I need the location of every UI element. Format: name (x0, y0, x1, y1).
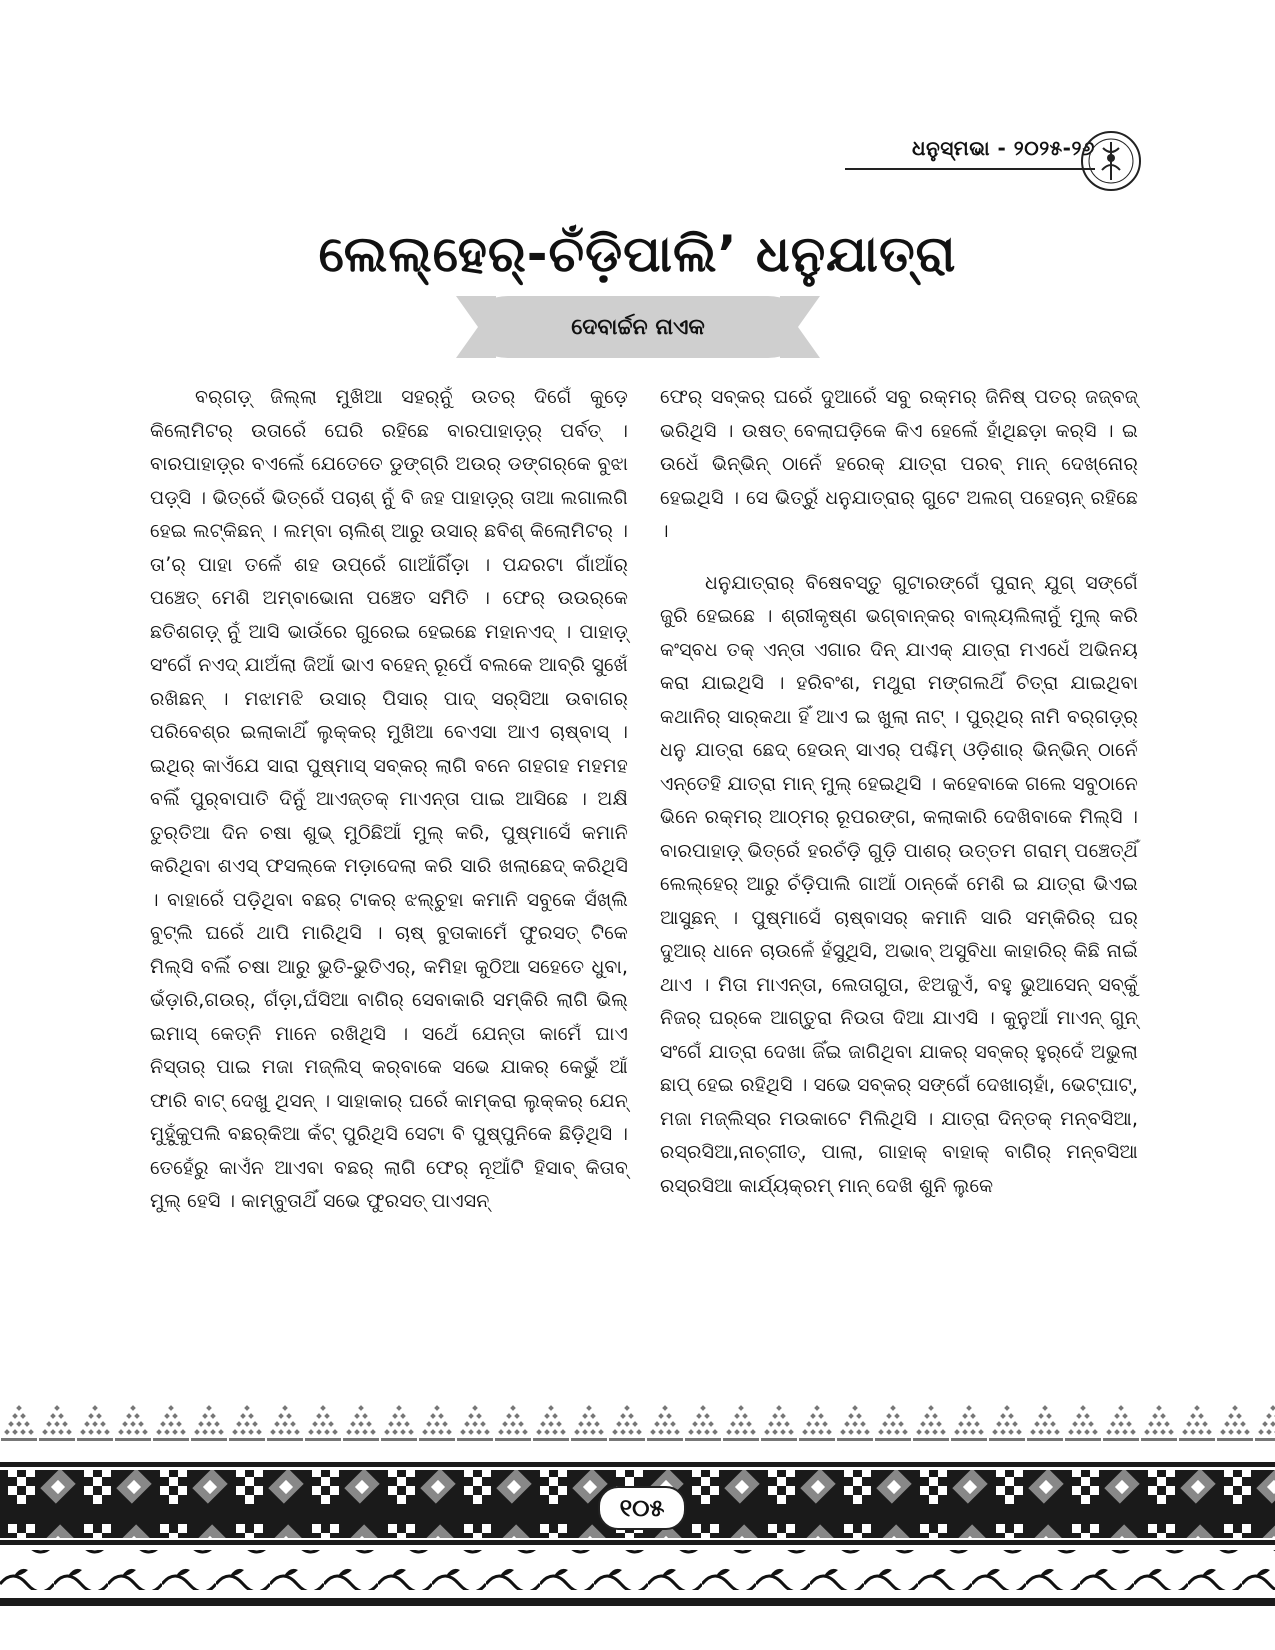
header-rule (845, 168, 1095, 170)
paragraph: ଧନୁଯାତ୍‌ରାର୍‌ ବିଷେବସ୍ତୁ ଗୁଟାରଙ୍ଗେଁ ପୁରାନ୍‌ ଯୁଗ୍‌ ସଙ୍ଗେଁ ଜୁରି ହେଇଛେ । ଶ୍ରୀକୃଷ୍ଣ ଭଗ୍‌ବାନ୍‌କର୍‌ ବାଲ୍ୟଲିଲାନୁଁ ମୁଲ୍‌ କରି କଂସ୍‌ବଧ ତକ୍‌ ଏନ୍ତା ଏଗାର ଦିନ୍‌ ଯାଏକ୍‌ ଯାତ୍‌ରା ମଏଧେଁ ଅଭିନୟ କରା ଯାଇଥିସି । ହରିବଂଶ, ମଥୁରା ମଙ୍ଗଲଥିଁ ଚିତ୍‌ରା ଯାଇଥିବା କଥାନିର୍‌ ସାର୍‌କଥା ହିଁ ଆଏ ଇ ଖୁଲା ନାଟ୍‌ । ପୁର୍‌ଥିର୍‌ ନାମି ବର୍‌ଗଡ଼୍‌ର୍‌ ଧନୁ ଯାତ୍‌ରା ଛେଦ୍‌ ହେଉନ୍‌ ସାଏର୍‌ ପଶ୍ଚିମ୍‌ ଓଡ଼ିଶାର୍‌ ଭିନ୍‌ଭିନ୍‌ ଠାନେଁ ଏନ୍ତେହି ଯାତ୍‌ରା ମାନ୍‌ ମୁଲ୍‌ ହେଇଥିସି । କହେବାକେ ଗଲେ ସବୁଠାନେ ଭିନେ ରକ୍‌ମର୍‌ ଆଠ୍‌ମର୍‌ ରୂପରଙ୍ଗ, କଲାକାରି ଦେଖିବାକେ ମିଲ୍‌ସି । ବାରପାହାଡ଼୍‌ ଭିତ୍‌ରେଁ ହରଚଁଡ଼ି ଗୁଡ଼ି ପାଶର୍‌ ଉତ୍ତମ ଗରାମ୍‌ ପଞ୍ଚେତ୍‌ଥିଁ ଲେଲ୍‌ହେର୍‌ ଆରୁ ଚଁଡ଼ିପାଲି ଗାଆଁ ଠାନ୍‌କେଁ ମେଶି ଇ ଯାତ୍‌ରା ଭିଏଇ ଆସୁଛନ୍‌ । ପୁଷ୍‌ମାସେଁ ଚାଷ୍‌ବାସର୍‌ କମାନି ସାରି ସମ୍‌କିରିର୍‌ ଘର୍‌ ଦୁଆର୍‌ ଧାନେ ଚାଉଳେଁ ହଁସୁଥିସି, ଅଭାବ୍‌ ଅସୁବିଧା କାହାରିର୍‌ କିଛି ନାଇଁ ଥାଏ । ମିତା ମାଏନ୍‌ତା, ଲେତାଗୁତା, ଝିଅଜୁଏଁ, ବହୁ ଭୁଆସେନ୍‌ ସବ୍‌କୁଁ ନିଜର୍‌ ଘର୍‌କେ ଆଗ୍‌ତୁରା ନିଉତା ଦିଆ ଯାଏସି । କୁନୁଆଁ ମାଏନ୍‌ ଗୁନ୍‌ ସଂଗେଁ ଯାତ୍‌ରା ଦେଖା ଜିଁଇ ଜାଗିଥିବା ଯାକର୍‌ ସବ୍‌କର୍‌ ହୁର୍‌ଦେଁ ଅଭୁଲା ଛାପ୍‌ ହେଇ ରହିଥିସି । ସଭେ ସବ୍‌କର୍‌ ସଙ୍ଗେଁ ଦେଖାଚାହାଁ, ଭେଟ୍‌ଘାଟ୍‌, ମଜା ମଜ୍‌ଲିସ୍‌ର ମଉକାଟେ ମିଲିଥିସି । ଯାତ୍‌ରା ଦିନ୍‌ତକ୍‌ ମନ୍‌ବସିଆ, ରସ୍‌ରସିଆ,ନାଚ୍‌ଗୀତ୍‌, ପାଲା, ଗାହାକ୍‌ ବାହାକ୍‌ ବାଗିର୍‌ ମନ୍‌ବସିଆ ରସ୍‌ରସିଆ କାର୍ଯ୍ୟକ୍ରମ୍‌ ମାନ୍‌ ଦେଖି ଶୁନି ଲୁକେ (660, 570, 1138, 1197)
author-name: ଦେବାର୍ଚ୍ଚନ ନାଏକ (571, 314, 705, 340)
running-header: ଧନୁସ୍ମଭା - ୨୦୨୫-୨୬ (911, 136, 1095, 160)
page-number: ୧୦୫ (598, 1486, 686, 1530)
article-title: ଲେଲ୍‌ହେର୍‌-ଚଁଡ଼ିପାଲି’ ଧନୁଯାତ୍‌ରା (318, 225, 957, 283)
right-column (660, 380, 1138, 1202)
left-column (150, 380, 628, 1218)
author-banner (478, 296, 798, 358)
paragraph: ଫେର୍‌ ସବ୍‌କର୍‌ ଘରେଁ ଦୁଆରେଁ ସବୁ ରକ୍‌ମର୍‌ ଜିନିଷ୍‌ ପତର୍‌ ଜଜ୍‌ବଜ୍‌ ଭରିଥିସି । ଉଷତ୍‌ ବେଲାଘଡ଼ିକେ କିଏ ହେଲେଁ ହାଁଥିଛଡ଼ା କର୍‌ସି । ଇ ଉଧେଁ ଭିନ୍‌ଭିନ୍‌ ଠାନେଁ ହରେକ୍‌ ଯାତ୍‌ରା ପରବ୍‌ ମାନ୍‌ ଦେଖ୍‌ନୋର୍‌ ହେଇଥିସି । ସେ ଭିତ୍‌ରୁଁ ଧନୁଯାତ୍‌ରାର୍‌ ଗୁଟେ ଅଲଗ୍‌ ପହେଚାନ୍‌ ରହିଛେ । (660, 385, 1138, 542)
paragraph: ବର୍‌ଗଡ଼୍‌ ଜିଲ୍ଲା ମୁଖିଆ ସହର୍‌ନୁଁ ଉତର୍‌ ଦିଗେଁ କୁଡ଼େ କିଲୋମିଟର୍‌ ଉତାରେଁ ଘେରି ରହିଛେ ବାରପାହାଡ଼୍‌ର୍‌ ପର୍ବତ୍‌ । ବାରପାହାଡ଼୍‌ର ବଏଲେଁ ଯେତେତେ ଡୁଙ୍ଗ୍‌ରି ଅଉର୍‌ ଡଙ୍ଗର୍‌କେ ବୁଝା ପଡ଼୍‌ସି । ଭିତ୍‌ରେଁ ଭିତ୍‌ରେଁ ପଚାଶ୍‌ ନୁଁ ବି ଜହ ପାହାଡ଼୍‌ର୍‌ ତାଆ ଲଗାଲଗି ହେଇ ଲଟ୍‌କିଛନ୍‌ । ଲମ୍ବା ଚାଲିଶ୍‌ ଆରୁ ଉସାର୍‌ ଛବିଶ୍‌ କିଲୋମିଟର୍‌ । ତା’ର୍‌ ପାହା ତଳେଁ ଶହ ଉପ୍‌ରେଁ ଗାଆଁଗିଁଡ଼ା । ପନ୍ଦରଟା ଗାଁଆଁର୍‌ ପଞ୍ଚେତ୍‌ ମେଶି ଅମ୍ବାଭୋନା ପଞ୍ଚେତ ସମିତି । ଫେର୍‌ ଉଉର୍‌କେ ଛତିଶଗଡ଼୍‌ ନୁଁ ଆସି ଭାଉଁରେ ଗୁରେଇ ହେଇଛେ ମହାନଏଦ୍‌ । ପାହାଡ଼୍‌ ସଂଗେଁ ନଏଦ୍‌ ଯାଅଁଲା ଜିଆଁ ଭାଏ ବହେନ୍‌ ରୂପେଁ ବଲକେ ଆବ୍‌ରି ସୁଖେଁ ରଖିଛନ୍‌ । ମଝାମଝି ଉସାର୍‌ ପିସାର୍‌ ପାଦ୍‌ ସର୍‌ସିଆ ଉବାଗର୍‌ ପରିବେଶ୍‌ର ଇଲାକାଥିଁ ଲୁକ୍‌କର୍‌ ମୁଖିଆ ବେଏସା ଆଏ ଚାଷ୍‌ବାସ୍‌ । ଇଥିର୍‌ କାଏଁଯେ ସାରା ପୁଷ୍‌ମାସ୍‌ ସବ୍‌କର୍‌ ଲାଗି ବନେ ଗହଗହ ମହମହ ବଲିଁ ପୁର୍‌ବାପାତି ଦିନୁଁ ଆଏଜ୍‌ତକ୍‌ ମାଏନ୍‌ତା ପାଇ ଆସିଛେ । ଅକ୍ଷି ତୁର୍‌ତିଆ ଦିନ ଚଷା ଶୁଭ୍‌ ମୁଠିଛିଆଁ ମୁଲ୍‌ କରି, ପୁଷ୍‌ମାସେଁ କମାନି କରିଥିବା ଶଏସ୍‌ ଫସଲ୍‌କେ ମଡ଼ାଦେଲା କରି ସାରି ଖଲାଛେଦ୍‌ କରିଥିସି । ବାହାରେଁ ପଡ଼ିଥିବା ବଛର୍‌ ଟାକର୍‌ ଝଲ୍‌ଚୁହା କମାନି ସବୁକେ ସଁଖ୍‌ଲି ବୁଟ୍‌ଲି ଘରେଁ ଥାପି ମାରିଥିସି । ଚାଷ୍‌ ବୁତାକାମେଁ ଫୁରସତ୍‌ ଟିକେ ମିଲ୍‌ସି ବଲିଁ ଚଷା ଆରୁ ଭୁତି-ଭୁତିଏର୍‌, କମିହା କୁଠିଆ ସହେତେ ଧୁବା, ଭଁଡ଼ାରି,ଗଉର୍‌, ଗଁଡ଼ା,ଘଁସିଆ ବାଗିର୍‌ ସେବାକାରି ସମ୍‌କିରି ଲାଗି ଭିଲ୍‌ ଇମାସ୍‌ କେତ୍‌ନି ମାନେ ରଖିଥିସି । ସଥେଁ ଯେନ୍ତା କାମେଁ ଘାଏ ନିସ୍ତାର୍‌ ପାଇ ମଜା ମଜ୍‌ଲିସ୍‌ କର୍‌ବାକେ ସଭେ ଯାକର୍‌ କେଭୁଁ ଆଁ ଫାରି ବାଟ୍‌ ଦେଖୁ ଥିସନ୍‌ । ସାହାକାର୍‌ ଘରେଁ କାମ୍‌କରା ଲୁକ୍‌କର୍‌ ଯେନ୍‌ ମୁହୁଁକୁପଲି ବଛର୍‌କିଆ କଁଟ୍‌ ପୁରିଥିସି ସେଟା ବି ପୁଷ୍‌ପୁନିକେ ଛିଡ଼ିଥିସି । ତେହେଁରୁ କାଏଁନ ଆଏବା ବଛର୍‌ ଲାଗି ଫେର୍‌ ନୂଆଁଟି ହିସାବ୍‌ କିତାବ୍‌ ମୁଲ୍‌ ହେସି । କାମ୍‌ବୁତାଥିଁ ସଭେ ଫୁରସତ୍‌ ପାଏସନ୍‌ (150, 385, 628, 1212)
emblem-logo-icon (1080, 130, 1142, 192)
